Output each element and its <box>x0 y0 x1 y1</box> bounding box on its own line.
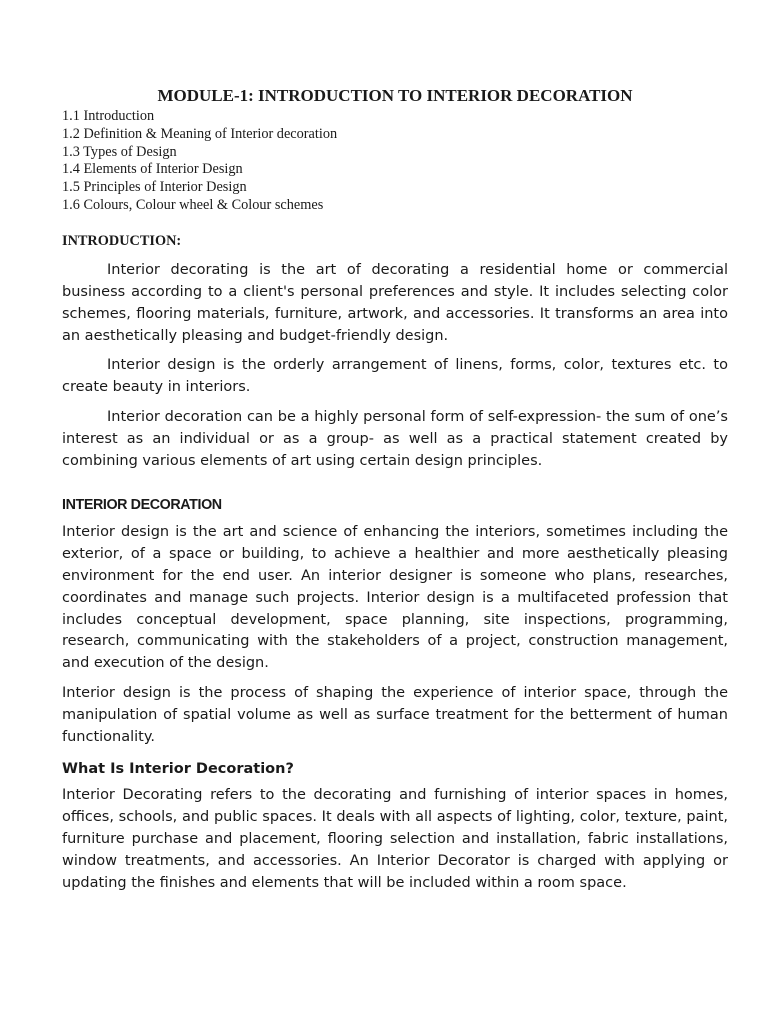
toc-item: 1.6 Colours, Colour wheel & Colour schemes <box>62 196 324 213</box>
introduction-heading: INTRODUCTION: <box>62 232 182 249</box>
introduction-paragraph: Interior decorating is the art of decorating a residential home or commercial business according to a client's personal preferences and style. It includes selecting color schemes, flooring materials, furniture, artwork, and accessories. It transforms an area into an aesthetically pleasing and budget-friendly design. <box>62 261 728 344</box>
toc-item: 1.4 Elements of Interior Design <box>62 161 243 178</box>
document-title: MODULE-1: INTRODUCTION TO INTERIOR DECORATION <box>157 86 633 105</box>
table-of-contents <box>62 108 728 215</box>
what-is-heading: What Is Interior Decoration? <box>62 761 294 777</box>
introduction-paragraph: Interior decoration can be a highly personal form of self-expression- the sum of one’s interest as an individual or as a group- as well as a practical statement created by combining various elements of art using certain design principles. <box>62 409 728 470</box>
toc-item: 1.1 Introduction <box>62 108 155 124</box>
toc-item: 1.2 Definition & Meaning of Interior decoration <box>62 125 338 142</box>
introduction-paragraph: Interior design is the orderly arrangement of linens, forms, color, textures etc. to create beauty in interiors. <box>62 357 728 396</box>
what-is-paragraph: Interior Decorating refers to the decorating and furnishing of interior spaces in homes, offices, schools, and public spaces. It deals with all aspects of lighting, color, texture, paint, furniture purchase and placement, flooring selection and installation, fabric installations, window treatments, and accessories. An Interior Decorator is charged with applying or updating the finishes and elements that will be included within a room space. <box>62 787 728 891</box>
interior-decoration-heading: INTERIOR DECORATION <box>62 496 222 513</box>
interior-decoration-paragraph: Interior design is the process of shaping the experience of interior space, through the manipulation of spatial volume as well as surface treatment for the betterment of human functionality. <box>62 685 728 746</box>
document-page <box>62 86 728 903</box>
toc-item: 1.3 Types of Design <box>62 143 177 160</box>
interior-decoration-paragraph: Interior design is the art and science of enhancing the interiors, sometimes including the exterior, of a space or building, to achieve a healthier and more aesthetically pleasing environment for the end user. An interior designer is someone who plans, researches, coordinates and manage such projects. Interior design is a multifaceted profession that includes conceptual development, space planning, site inspections, programming, research, communicating with the stakeholders of a project, construction management, and execution of the design. <box>62 523 728 672</box>
toc-item: 1.5 Principles of Interior Design <box>62 179 247 196</box>
